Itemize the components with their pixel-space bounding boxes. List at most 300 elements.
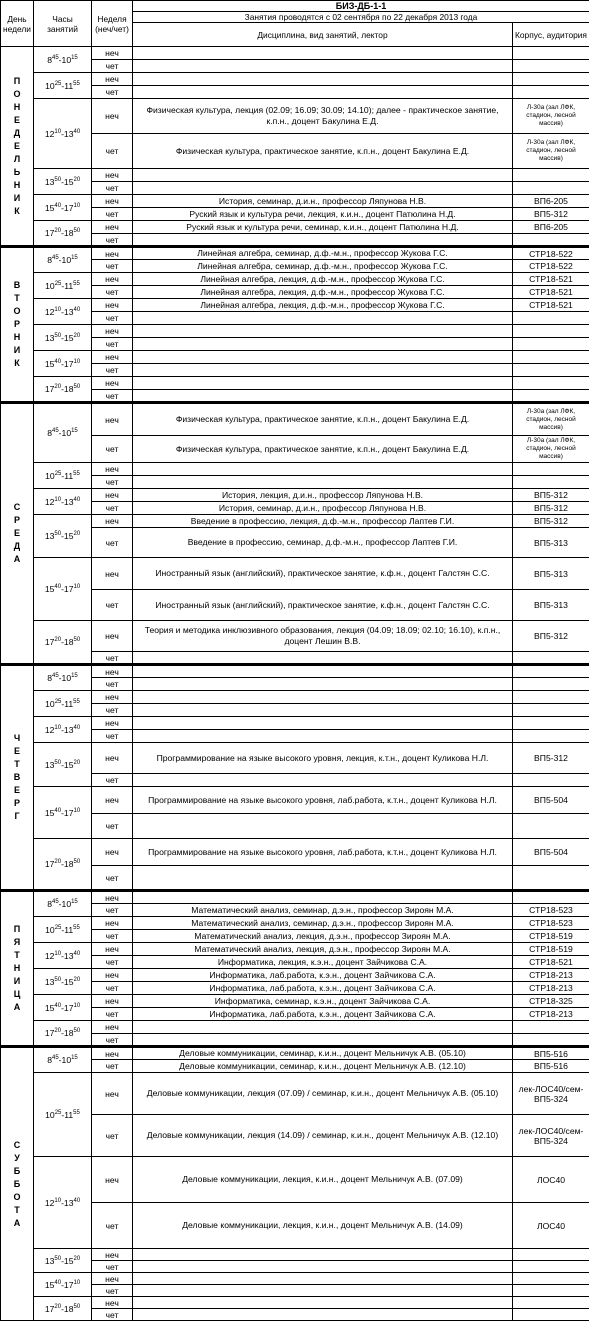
room-cell (513, 866, 589, 891)
time-slot (34, 1021, 92, 1047)
week-parity: чет (92, 528, 133, 558)
discipline-cell: Деловые коммуникации, лекция (14.09) / семинар, к.и.н., доцент Мельничук А.В. (12.10) (133, 1115, 513, 1157)
table-row (1, 917, 589, 930)
time-end-min: 10 (73, 807, 81, 814)
discipline-cell (133, 1249, 513, 1261)
room-cell (513, 312, 589, 325)
discipline-cell (133, 665, 513, 678)
table-row (1, 1073, 589, 1115)
day-letter: Д (13, 541, 21, 551)
week-parity: неч (92, 665, 133, 678)
room-cell (513, 60, 589, 73)
discipline-cell (133, 1261, 513, 1273)
room-cell (513, 1034, 589, 1047)
discipline-cell (133, 182, 513, 195)
discipline-cell: Программирование на языке высокого уровня, лекция, к.т.н., доцент Куликова Н.Л. (133, 743, 513, 774)
day-name (1, 891, 34, 1047)
time-start-hour: 15 (44, 807, 55, 818)
time-end-hour: -15 (61, 759, 74, 770)
time-start-min: 10 (54, 1197, 62, 1204)
day-letter: У (14, 1152, 20, 1163)
time-start-hour: 10 (45, 280, 55, 291)
time-end-hour: -13 (61, 724, 74, 735)
room-cell (513, 325, 589, 338)
discipline-cell: Линейная алгебра, семинар, д.ф.-м.н., профессор Жукова Г.С. (133, 260, 513, 273)
discipline-cell (133, 866, 513, 891)
time-end-min: 15 (71, 54, 78, 61)
time-slot (34, 1073, 92, 1157)
time-start-hour: 13 (44, 976, 55, 987)
discipline-cell: История, семинар, д.и.н., профессор Ляпунова Н.В. (133, 502, 513, 515)
time-end-hour: -10 (58, 673, 72, 683)
time-end-hour: -18 (61, 384, 74, 394)
room-cell: ВП6-205 (513, 195, 589, 208)
discipline-cell: Введение в профессию, лекция, д.ф.-м.н., профессор Лаптев Г.И. (133, 515, 513, 528)
time-end-hour: -18 (61, 637, 74, 647)
discipline-cell (133, 169, 513, 182)
time-slot (34, 403, 92, 463)
group-title: БИЗ-ДБ-1-1 (133, 1, 589, 12)
time-start-hour: 17 (44, 859, 55, 869)
time-end-hour: -11 (61, 698, 74, 709)
table-row (1, 558, 589, 590)
week-parity: чет (92, 502, 133, 515)
time-start-min: 40 (54, 807, 62, 814)
room-cell (513, 338, 589, 351)
time-start-hour: 12 (44, 496, 55, 507)
time-start-min: 45 (51, 1055, 59, 1062)
table-row (1, 891, 589, 904)
table-row (1, 299, 589, 312)
time-start-hour: 12 (44, 1197, 55, 1208)
room-cell (513, 86, 589, 99)
time-slot (34, 891, 92, 917)
time-slot (34, 743, 92, 787)
time-end-min: 55 (73, 924, 80, 931)
time-start-hour: 12 (44, 950, 55, 961)
week-parity: чет (92, 134, 133, 169)
time-end-hour: -17 (61, 1279, 74, 1290)
discipline-cell: Линейная алгебра, семинар, д.ф.-м.н., профессор Жукова Г.С. (133, 247, 513, 260)
time-start-min: 25 (54, 470, 62, 477)
room-cell: СТР18-519 (513, 930, 589, 943)
day-letter: Т (14, 293, 20, 303)
time-start-min: 40 (54, 1002, 62, 1009)
table-row (1, 691, 589, 704)
time-start-hour: 17 (44, 228, 55, 238)
discipline-cell (133, 351, 513, 364)
time-slot (34, 515, 92, 558)
time-end-hour: -10 (58, 1055, 72, 1065)
day-letter: Т (14, 950, 20, 960)
room-cell: ЛОС40 (513, 1157, 589, 1203)
room-cell: СТР18-521 (513, 273, 589, 286)
room-cell: ВП5-313 (513, 528, 589, 558)
day-name (1, 1047, 34, 1321)
room-cell: СТР18-213 (513, 969, 589, 982)
week-parity: чет (92, 1008, 133, 1021)
time-end-min: 55 (73, 1109, 80, 1116)
time-end-hour: -13 (61, 1197, 74, 1208)
time-end-hour: -15 (61, 976, 74, 987)
discipline-cell: Деловые коммуникации, лекция (07.09) / семинар, к.и.н., доцент Мельничук А.В. (05.10) (133, 1073, 513, 1115)
time-start-hour: 17 (44, 384, 55, 394)
day-letter: А (13, 1217, 21, 1228)
room-cell (513, 1285, 589, 1297)
day-name (1, 47, 34, 247)
time-start-min: 25 (54, 280, 62, 287)
week-parity: чет (92, 364, 133, 377)
day-letter: Ч (13, 733, 21, 743)
time-start-hour: 10 (45, 1109, 55, 1120)
time-end-min: 10 (73, 1279, 81, 1286)
table-row (1, 1273, 589, 1285)
room-cell: ВП5-516 (513, 1047, 589, 1060)
time-start-min: 50 (54, 332, 62, 339)
time-start-min: 40 (54, 584, 62, 591)
day-letter: И (13, 345, 21, 355)
time-start-hour: 15 (44, 1002, 55, 1013)
time-start-min: 25 (54, 1109, 62, 1116)
time-end-hour: -11 (61, 1109, 74, 1120)
time-start-hour: 8 (47, 1055, 52, 1065)
week-parity: чет (92, 260, 133, 273)
discipline-cell: Деловые коммуникации, семинар, к.и.н., доцент Мельничук А.В. (12.10) (133, 1060, 513, 1073)
time-slot (34, 273, 92, 299)
time-end-min: 50 (73, 1028, 81, 1035)
time-start-hour: 13 (44, 332, 55, 343)
week-parity: неч (92, 1047, 133, 1060)
discipline-cell: Физическая культура, лекция (02.09; 16.09; 30.09; 14.10); далее - практическое занятие, к.п.н., доцент Бакулина Е.Д. (133, 99, 513, 134)
table-row (1, 47, 589, 60)
time-end-hour: -15 (61, 531, 74, 541)
period-note: Занятия проводятся с 02 сентября по 22 декабря 2013 года (133, 12, 589, 23)
week-parity: неч (92, 489, 133, 502)
week-parity: неч (92, 351, 133, 364)
room-cell (513, 678, 589, 691)
week-parity: неч (92, 1297, 133, 1309)
room-cell (513, 182, 589, 195)
week-parity: чет (92, 1285, 133, 1297)
day-letter: С (13, 502, 21, 512)
time-start-hour: 10 (45, 470, 55, 481)
week-parity: неч (92, 1073, 133, 1115)
day-letter: Д (13, 127, 21, 138)
time-start-hour: 8 (47, 673, 52, 683)
discipline-cell: Линейная алгебра, лекция, д.ф.-м.н., профессор Жукова Г.С. (133, 273, 513, 286)
week-parity: чет (92, 704, 133, 717)
day-letter: Е (13, 114, 20, 125)
room-cell (513, 704, 589, 717)
day-letter: Ц (13, 989, 21, 999)
day-letter: Ь (13, 166, 21, 177)
day-letter: Г (14, 811, 20, 821)
day-letter: С (13, 1139, 21, 1150)
table-row (1, 1249, 589, 1261)
discipline-cell: Информатика, лаб.работа, к.э.н., доцент Зайчикова С.А. (133, 982, 513, 995)
week-parity: чет (92, 208, 133, 221)
table-row (1, 995, 589, 1008)
week-parity: неч (92, 325, 133, 338)
time-slot (34, 917, 92, 943)
week-parity: неч (92, 169, 133, 182)
table-row (1, 247, 589, 260)
time-start-min: 50 (54, 759, 62, 766)
time-slot (34, 839, 92, 891)
table-row (1, 489, 589, 502)
day-letter: Б (13, 1165, 21, 1176)
room-cell: СТР18-519 (513, 943, 589, 956)
week-parity: неч (92, 1157, 133, 1203)
time-slot (34, 943, 92, 969)
discipline-cell: Физическая культура, практическое занятие, к.п.н., доцент Бакулина Е.Д. (133, 134, 513, 169)
time-slot (34, 299, 92, 325)
table-row (1, 195, 589, 208)
discipline-cell: Математический анализ, лекция, д.э.н., профессор Зироян М.А. (133, 943, 513, 956)
time-slot (34, 73, 92, 99)
week-parity: неч (92, 247, 133, 260)
table-row (1, 463, 589, 476)
time-slot (34, 691, 92, 717)
time-start-min: 45 (51, 673, 59, 680)
week-parity: неч (92, 403, 133, 436)
time-end-min: 10 (73, 584, 81, 591)
week-parity: чет (92, 730, 133, 743)
day-letter: Т (14, 1204, 20, 1215)
week-parity: неч (92, 743, 133, 774)
week-parity: неч (92, 717, 133, 730)
time-slot (34, 1249, 92, 1273)
time-end-hour: -17 (61, 584, 74, 594)
discipline-cell (133, 814, 513, 839)
time-end-min: 10 (73, 202, 81, 209)
discipline-cell: Руский язык и культура речи, лекция, к.и.н., доцент Патюлина Н.Д. (133, 208, 513, 221)
time-end-min: 15 (71, 428, 78, 435)
discipline-cell: Информатика, лекция, к.э.н., доцент Зайчикова С.А. (133, 956, 513, 969)
time-end-hour: -17 (61, 807, 74, 818)
time-end-hour: -10 (58, 255, 72, 265)
time-end-min: 20 (73, 1255, 81, 1262)
time-start-hour: 17 (44, 1303, 55, 1314)
day-letter: Т (14, 759, 20, 769)
discipline-cell (133, 730, 513, 743)
time-slot (34, 621, 92, 665)
time-end-hour: -18 (61, 1303, 74, 1314)
week-parity: чет (92, 652, 133, 665)
time-end-min: 10 (73, 358, 81, 365)
room-cell (513, 1249, 589, 1261)
room-cell: СТР18-523 (513, 917, 589, 930)
schedule-body (1, 47, 589, 1321)
time-slot (34, 995, 92, 1021)
room-cell: СТР18-522 (513, 247, 589, 260)
week-parity: неч (92, 515, 133, 528)
table-row (1, 787, 589, 814)
room-cell: ВП5-312 (513, 208, 589, 221)
week-parity: неч (92, 1021, 133, 1034)
room-cell: ВП5-312 (513, 621, 589, 652)
discipline-cell: Информатика, лаб.работа, к.э.н., доцент Зайчикова С.А. (133, 1008, 513, 1021)
week-parity: чет (92, 476, 133, 489)
day-letter: В (13, 280, 21, 290)
discipline-cell (133, 691, 513, 704)
discipline-cell: Линейная алгебра, лекция, д.ф.-м.н., профессор Жукова Г.С. (133, 299, 513, 312)
room-cell (513, 1261, 589, 1273)
discipline-cell (133, 678, 513, 691)
time-start-min: 45 (51, 899, 59, 906)
week-parity: чет (92, 182, 133, 195)
week-parity: неч (92, 377, 133, 390)
time-start-min: 45 (51, 255, 59, 262)
week-parity: неч (92, 787, 133, 814)
time-start-min: 20 (54, 1303, 62, 1310)
day-letter: Р (13, 515, 20, 525)
time-end-min: 20 (73, 759, 81, 766)
room-cell: Л-30а (зал ЛФК, стадион, лесной массив) (513, 99, 589, 134)
room-cell: ВП5-312 (513, 489, 589, 502)
time-end-min: 40 (73, 128, 81, 135)
time-start-min: 20 (54, 384, 62, 391)
day-letter: Е (13, 746, 20, 756)
time-end-hour: -13 (61, 496, 74, 507)
time-start-hour: 17 (44, 1028, 55, 1038)
room-cell: ВП5-504 (513, 839, 589, 866)
time-slot (34, 99, 92, 169)
week-parity: неч (92, 839, 133, 866)
discipline-cell (133, 73, 513, 86)
time-slot (34, 47, 92, 73)
room-cell: СТР18-213 (513, 1008, 589, 1021)
time-end-hour: -10 (58, 428, 72, 438)
time-start-hour: 8 (47, 899, 52, 909)
time-end-hour: -10 (58, 54, 72, 65)
time-slot (34, 489, 92, 515)
table-row (1, 621, 589, 652)
day-letter: К (14, 358, 20, 368)
time-start-min: 25 (54, 698, 62, 705)
room-cell (513, 717, 589, 730)
day-letter: И (13, 192, 21, 203)
time-start-min: 50 (54, 176, 62, 183)
week-column-header: Неделя (неч/чет) (92, 1, 133, 47)
discipline-cell: Деловые коммуникации, лекция, к.и.н., доцент Мельничук А.В. (07.09) (133, 1157, 513, 1203)
discipline-cell (133, 774, 513, 787)
time-slot (34, 1047, 92, 1073)
discipline-cell: Математический анализ, семинар, д.э.н., профессор Зироян М.А. (133, 917, 513, 930)
room-cell: СТР18-521 (513, 956, 589, 969)
discipline-cell (133, 60, 513, 73)
day-letter: Р (13, 798, 20, 808)
time-end-min: 40 (73, 496, 81, 503)
time-start-hour: 15 (44, 1279, 55, 1290)
week-parity: неч (92, 943, 133, 956)
week-parity: чет (92, 286, 133, 299)
table-row (1, 377, 589, 390)
discipline-cell: Информатика, семинар, к.э.н., доцент Зайчикова С.А. (133, 995, 513, 1008)
week-parity: неч (92, 1273, 133, 1285)
time-end-hour: -18 (61, 228, 74, 238)
time-end-min: 20 (73, 976, 81, 983)
table-row (1, 1047, 589, 1060)
room-cell (513, 234, 589, 247)
discipline-cell (133, 1309, 513, 1321)
time-end-hour: -17 (61, 202, 74, 213)
day-letter: А (13, 554, 21, 564)
table-row (1, 743, 589, 774)
room-cell: ВП5-313 (513, 558, 589, 590)
room-cell (513, 730, 589, 743)
time-end-min: 55 (73, 470, 80, 477)
week-parity: чет (92, 390, 133, 403)
time-slot (34, 169, 92, 195)
day-letter: Р (13, 319, 20, 329)
time-start-min: 40 (54, 202, 62, 209)
day-letter: Н (13, 179, 21, 190)
table-row (1, 351, 589, 364)
time-start-hour: 12 (44, 128, 55, 139)
room-cell: СТР18-521 (513, 299, 589, 312)
room-cell: Л-30а (зал ЛФК, стадион, лесной массив) (513, 436, 589, 463)
room-cell (513, 691, 589, 704)
table-row (1, 221, 589, 234)
time-end-min: 50 (73, 1303, 81, 1310)
week-parity: чет (92, 338, 133, 351)
time-slot (34, 221, 92, 247)
time-start-hour: 8 (47, 255, 52, 265)
time-end-min: 15 (71, 1055, 78, 1062)
week-parity: чет (92, 1060, 133, 1073)
table-row (1, 73, 589, 86)
week-parity: чет (92, 982, 133, 995)
time-end-min: 15 (71, 673, 78, 680)
discipline-column-header: Дисциплина, вид занятий, лектор (133, 23, 513, 47)
time-end-hour: -11 (61, 80, 74, 91)
room-cell (513, 390, 589, 403)
time-slot (34, 1157, 92, 1249)
time-start-min: 10 (54, 306, 62, 313)
room-cell: ВП5-516 (513, 1060, 589, 1073)
discipline-cell (133, 1297, 513, 1309)
week-parity: неч (92, 73, 133, 86)
room-column-header: Корпус, аудитория (513, 23, 589, 47)
discipline-cell: Физическая культура, практическое занятие, к.п.н., доцент Бакулина Е.Д. (133, 436, 513, 463)
discipline-cell: Линейная алгебра, лекция, д.ф.-м.н., профессор Жукова Г.С. (133, 286, 513, 299)
time-start-min: 20 (54, 859, 62, 866)
discipline-cell: Иностранный язык (английский), практическое занятие, к.ф.н., доцент Галстян С.С. (133, 558, 513, 590)
time-start-min: 10 (54, 950, 62, 957)
discipline-cell: Теория и методика инклюзивного образования, лекция (04.09; 18.09; 02.10; 16.10), к.п.н., доцент Лешин В.В. (133, 621, 513, 652)
time-start-min: 25 (54, 80, 62, 87)
week-parity: чет (92, 312, 133, 325)
time-slot (34, 1273, 92, 1297)
time-start-min: 25 (54, 924, 62, 931)
discipline-cell (133, 364, 513, 377)
discipline-cell: История, семинар, д.и.н., профессор Ляпунова Н.В. (133, 195, 513, 208)
week-parity: неч (92, 621, 133, 652)
table-row (1, 1021, 589, 1034)
day-letter: Е (13, 140, 20, 151)
table-row (1, 943, 589, 956)
discipline-cell (133, 312, 513, 325)
room-cell (513, 169, 589, 182)
room-cell: ВП5-504 (513, 787, 589, 814)
time-start-min: 45 (51, 428, 59, 435)
day-letter: П (13, 75, 21, 86)
room-cell: СТР18-522 (513, 260, 589, 273)
discipline-cell (133, 47, 513, 60)
time-slot (34, 195, 92, 221)
week-parity: неч (92, 891, 133, 904)
